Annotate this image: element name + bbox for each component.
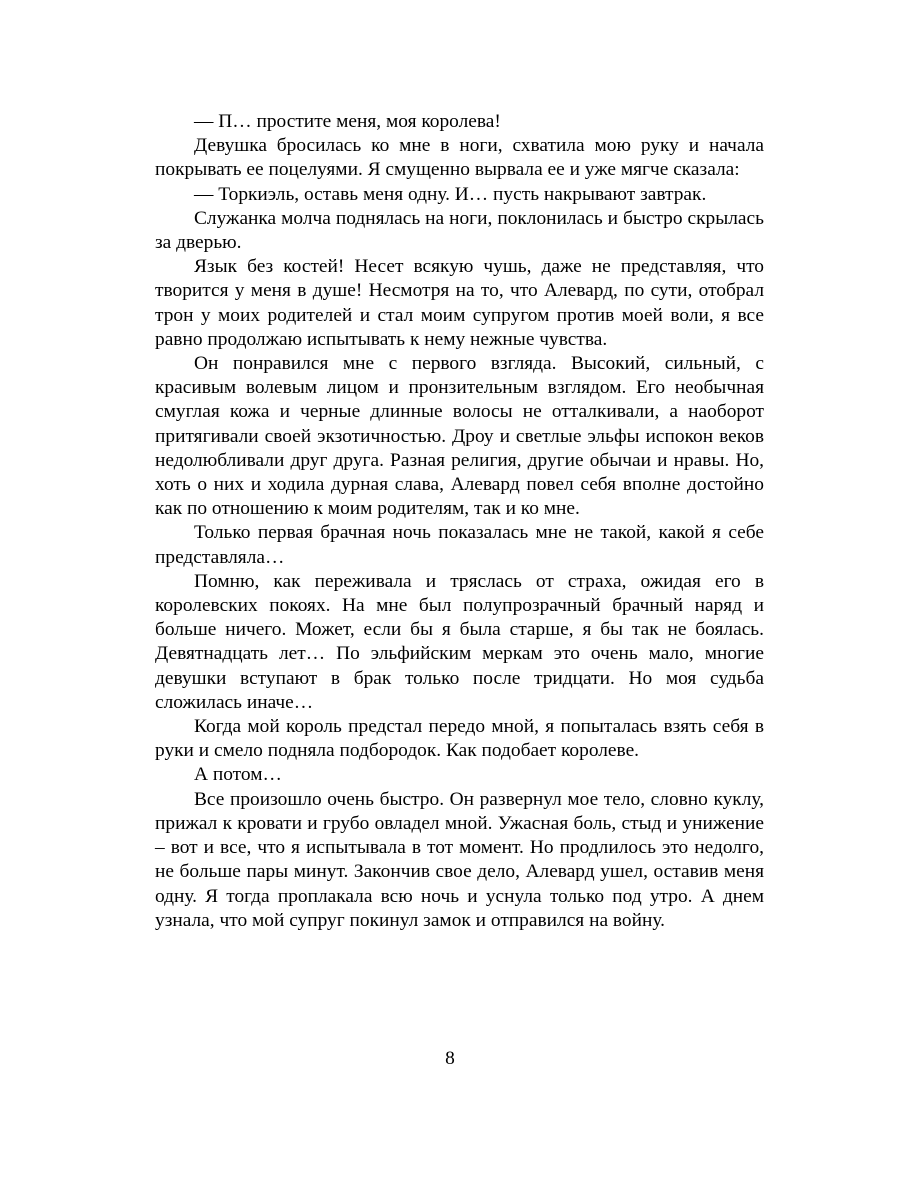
paragraph: — Торкиэль, оставь меня одну. И… пусть накрывают завтрак. bbox=[194, 183, 707, 205]
paragraph: Все произошло очень быстро. Он развернул мое тело, словно куклу, прижал к кровати и грубо овладел мной. Ужасная боль, стыд и унижение – вот и все, что я испытывала в тот момент. Но продлилось это недолго, не больше пары минут. Закончив свое дело, Алевард ушел, оставив меня одну. Я тогда проплакала всю ночь и уснула только под утро. А днем узнала, что мой супруг покинул замок и отправился на войну. bbox=[155, 788, 764, 931]
body-text bbox=[155, 110, 764, 933]
paragraph: Помню, как переживала и тряслась от страха, ожидая его в королевских покоях. На мне был полупрозрачный брачный наряд и больше ничего. Может, если бы я была старше, я бы так не боялась. Девятнадцать лет… По эльфийским меркам это очень мало, многие девушки вступают в брак только после тридцати. Но моя судьба сложилась иначе… bbox=[155, 570, 764, 713]
paragraph: — П… простите меня, моя королева! bbox=[194, 111, 501, 132]
page-number: 8 bbox=[445, 1048, 455, 1069]
paragraph: Только первая брачная ночь показалась мне не такой, какой я себе представляла… bbox=[155, 522, 764, 568]
paragraph: А потом… bbox=[194, 764, 282, 786]
paragraph: Девушка бросилась ко мне в ноги, схватила мою руку и начала покрывать ее поцелуями. Я смущенно вырвала ее и уже мягче сказала: bbox=[155, 135, 764, 181]
paragraph: Он понравился мне с первого взгляда. Высокий, сильный, с красивым волевым лицом и пронзительным взглядом. Его необычная смуглая кожа и черные длинные волосы не отталкивали, а наоборот притягивали своей экзотичностью. Дроу и светлые эльфы испокон веков недолюбливали друг друга. Разная религия, другие обычаи и нравы. Но, хоть о них и ходила дурная слава, Алевард повел себя вполне достойно как по отношению к моим родителям, так и ко мне. bbox=[155, 353, 764, 520]
paragraph: Служанка молча поднялась на ноги, поклонилась и быстро скрылась за дверью. bbox=[155, 207, 764, 254]
paragraph: Язык без костей! Несет всякую чушь, даже не представляя, что творится у меня в душе! Несмотря на то, что Алевард, по сути, отобрал трон у моих родителей и стал моим супругом против моей воли, я все равно продолжаю испытывать к нему нежные чувства. bbox=[155, 256, 764, 350]
paragraph: Когда мой король предстал передо мной, я попыталась взять себя в руки и смело подняла подбородок. Как подобает королеве. bbox=[155, 716, 764, 762]
